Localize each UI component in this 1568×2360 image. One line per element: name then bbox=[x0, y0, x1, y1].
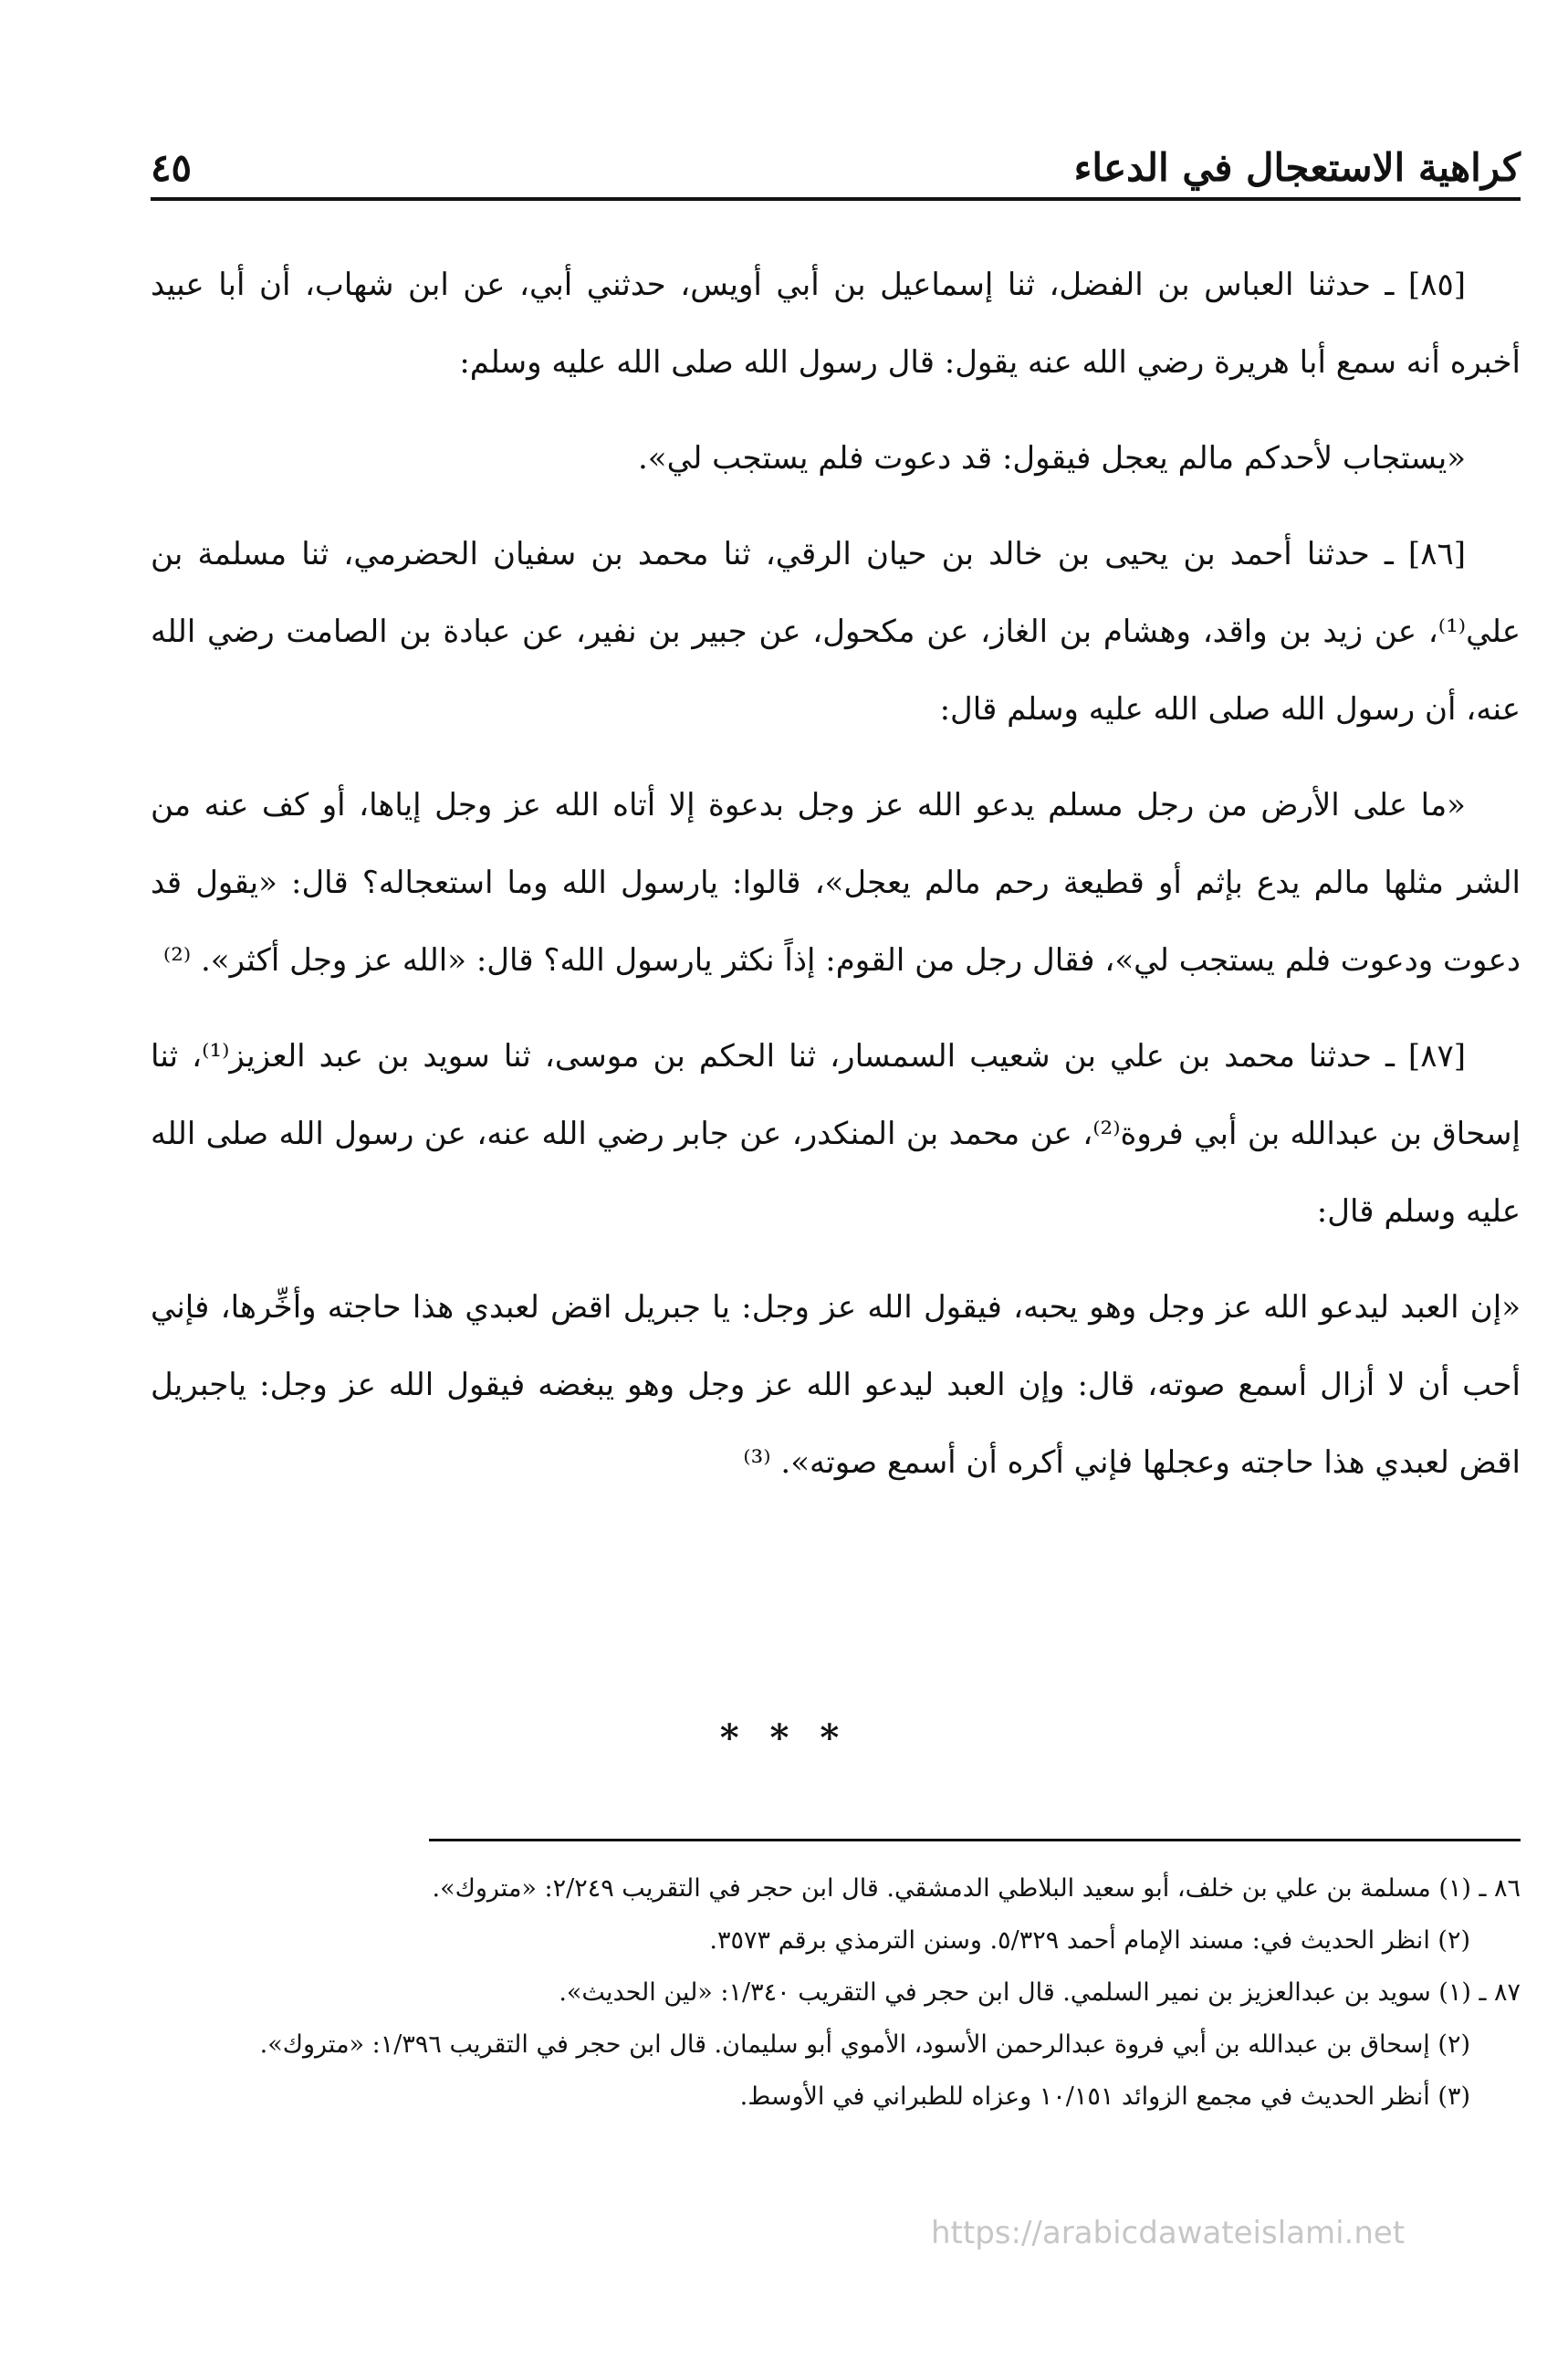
footnote-86-2: (٢) انظر الحديث في: مسند الإمام أحمد ٥/٣٢٩. وسنن الترمذي برقم ٣٥٧٣. bbox=[709, 1926, 1470, 1955]
section-separator: * * * bbox=[719, 1716, 849, 1759]
hadith-86-matn: «ما على الأرض من رجل مسلم يدعو الله عز وجل بدعوة إلا أتاه الله عز وجل إياها، أو كف عنه من الشر مثلها مالم يدع بإثم أو قطيعة رحم مالم يعجل»، قالوا: يارسول الله وما استعجاله؟ قال: «يقول قد دعوت ودعوت فلم يستجب لي»، فقال رجل من القوم: إذاً نكثر يارسول الله؟ قال: «الله عز وجل أكثر». ⁽²⁾ bbox=[151, 787, 1521, 979]
hadith-87-matn: «إن العبد ليدعو الله عز وجل وهو يحبه، فيقول الله عز وجل: يا جبريل اقض لعبدي هذا حاجته وأخِّرها، فإني أحب أن لا أزال أسمع صوته، قال: وإن العبد ليدعو الله عز وجل وهو يبغضه فيقول الله عز وجل: ياجبريل اقض لعبدي هذا حاجته وعجلها فإني أكره أن أسمع صوته». ⁽³⁾ bbox=[151, 1289, 1521, 1481]
page-header bbox=[151, 135, 1521, 190]
footnotes bbox=[151, 1862, 1521, 2123]
page-number: ٤٥ bbox=[151, 145, 193, 190]
hadith-85-isnad: [٨٥] ـ حدثنا العباس بن الفضل، ثنا إسماعيل بن أبي أويس، حدثني أبي، عن ابن شهاب، أن أبا عبيد أخبره أنه سمع أبا هريرة رضي الله عنه يقول: قال رسول الله صلى الله عليه وسلم: bbox=[151, 267, 1521, 381]
footnote-87-2: (٢) إسحاق بن عبدالله بن أبي فروة عبدالرحمن الأسود، الأموي أبو سليمان. قال ابن حجر في التقريب ١/٣٩٦: «متروك». bbox=[259, 2030, 1470, 2059]
footnote-86-1: ٨٦ ـ (١) مسلمة بن علي بن خلف، أبو سعيد البلاطي الدمشقي. قال ابن حجر في التقريب ٢/٢٤٩: «متروك». bbox=[432, 1874, 1521, 1903]
footnote-87-3: (٣) أنظر الحديث في مجمع الزوائد ١٠/١٥١ وعزاه للطبراني في الأوسط. bbox=[739, 2082, 1470, 2111]
header-rule bbox=[151, 197, 1521, 201]
main-text bbox=[151, 246, 1521, 1502]
footnote-rule bbox=[429, 1839, 1521, 1841]
hadith-86-isnad: [٨٦] ـ حدثنا أحمد بن يحيى بن خالد بن حيان الرقي، ثنا محمد بن سفيان الحضرمي، ثنا مسلمة بن علي⁽¹⁾، عن زيد بن واقد، وهشام بن الغاز، عن مكحول، عن جبير بن نفير، عن عبادة بن الصامت رضي الله عنه، أن رسول الله صلى الله عليه وسلم قال: bbox=[151, 536, 1521, 728]
footnote-87-1: ٨٧ ـ (١) سويد بن عبدالعزيز بن نمير السلمي. قال ابن حجر في التقريب ١/٣٤٠: «لين الحديث». bbox=[559, 1978, 1521, 2007]
hadith-85-matn: «يستجاب لأحدكم مالم يعجل فيقول: قد دعوت فلم يستجب لي». bbox=[638, 440, 1466, 477]
running-title: كراهية الاستعجال في الدعاء bbox=[1073, 145, 1521, 190]
hadith-87-isnad: [٨٧] ـ حدثنا محمد بن علي بن شعيب السمسار، ثنا الحكم بن موسى، ثنا سويد بن عبد العزيز⁽¹⁾، ثنا إسحاق بن عبدالله بن أبي فروة⁽²⁾، عن محمد بن المنكدر، عن جابر رضي الله عنه، عن رسول الله صلى الله عليه وسلم قال: bbox=[151, 1038, 1521, 1230]
watermark: https://arabicdawateislami.net bbox=[931, 2215, 1406, 2251]
